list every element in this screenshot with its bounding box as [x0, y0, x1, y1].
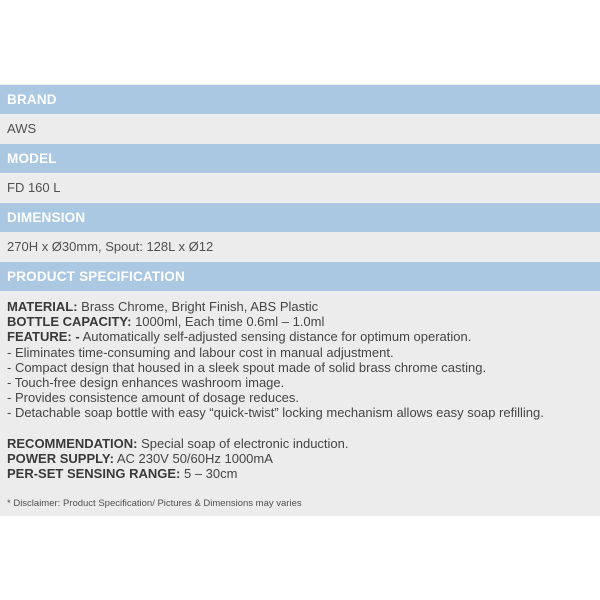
feature-item: - Provides consistence amount of dosage reduces. — [7, 390, 299, 406]
material-value: Brass Chrome, Bright Finish, ABS Plastic — [77, 299, 319, 314]
power-supply-key: POWER SUPPLY: — [7, 450, 114, 466]
material-line — [7, 299, 597, 314]
model-value: FD 160 L — [7, 180, 61, 195]
recommendation-line — [7, 436, 597, 451]
spacer — [7, 421, 597, 436]
dimension-value: 270H x Ø30mm, Spout: 128L x Ø12 — [7, 239, 214, 254]
capacity-value: 1000ml, Each time 0.6ml – 1.0ml — [131, 314, 325, 330]
recommendation-value: Special soap of electronic induction. — [137, 435, 349, 451]
feature-item: - Detachable soap bottle with easy “quick-twist” locking mechanism allows easy soap refilling. — [7, 405, 544, 421]
recommendation-key: RECOMMENDATION: — [7, 435, 138, 451]
power-supply-value: AC 230V 50/60Hz 1000mA — [113, 450, 273, 466]
material-key: MATERIAL: — [7, 299, 78, 314]
capacity-key: BOTTLE CAPACITY: — [7, 314, 132, 330]
brand-header: BRAND — [0, 85, 600, 114]
specification-body — [7, 299, 597, 481]
product-specification-header: PRODUCT SPECIFICATION — [0, 262, 600, 291]
sensing-range-value: 5 – 30cm — [180, 466, 238, 482]
feature-line — [7, 329, 597, 344]
sensing-range-line — [7, 466, 597, 481]
feature-item: - Eliminates time-consuming and labour cost in manual adjustment. — [7, 344, 394, 360]
model-header: MODEL — [0, 144, 600, 173]
sensing-range-key: PER-SET SENSING RANGE: — [7, 466, 181, 482]
brand-value: AWS — [7, 121, 37, 136]
feature-key: FEATURE: - — [7, 329, 80, 345]
feature-item: - Compact design that housed in a sleek spout made of solid brass chrome casting. — [7, 359, 487, 375]
disclaimer-text: * Disclaimer: Product Specification/ Pictures & Dimensions may varies — [7, 498, 302, 509]
capacity-line — [7, 314, 597, 329]
feature-item: - Touch-free design enhances washroom image. — [7, 375, 285, 391]
power-supply-line — [7, 451, 597, 466]
feature-value: Automatically self-adjusted sensing distance for optimum operation. — [79, 329, 472, 345]
dimension-header: DIMENSION — [0, 203, 600, 232]
